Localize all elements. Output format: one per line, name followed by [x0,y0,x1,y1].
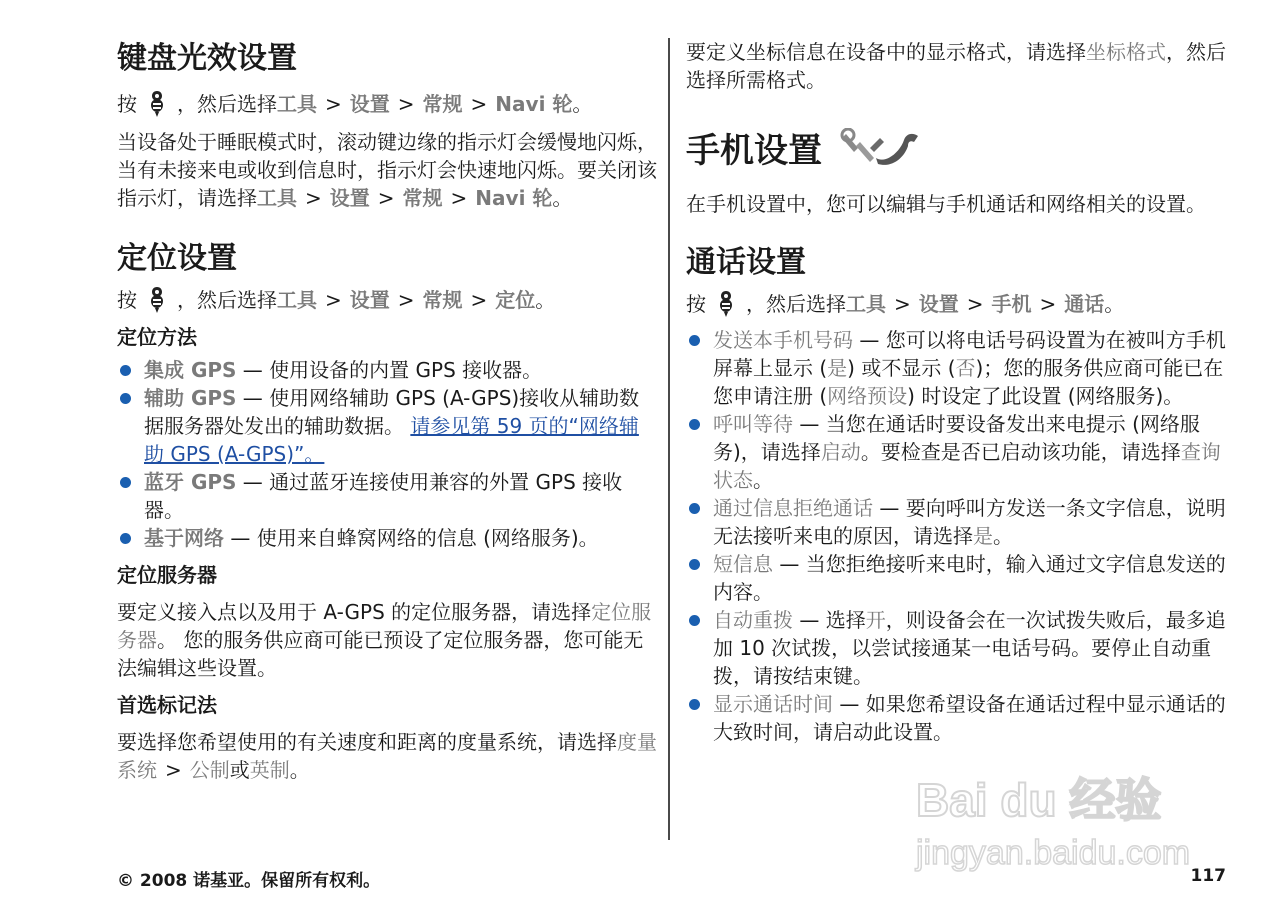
list-item: 辅助 GPS — 使用网络辅助 GPS (A-GPS)接收从辅助数据服务器处发出的辅助数据。 请参见第 59 页的“网络辅助 GPS (A-GPS)”。 [117,384,657,468]
list-item [686,550,1226,606]
path-tools: 工具 [277,92,317,116]
bullet-icon [120,365,131,376]
bullet-icon [689,559,700,570]
menu-key-icon [145,90,169,118]
menu-key-icon [714,290,738,318]
setting-term: 启动 [820,440,861,464]
setting-term: 是 [827,356,848,380]
setting-term: 自动重拨 [713,608,793,632]
section-title-call-settings: 通话设置 [686,245,806,280]
agps-reference-link[interactable]: 请参见第 59 页的“网络辅助 GPS (A-GPS)”。 [144,414,639,466]
setting-term: 发送本手机号码 [713,328,853,352]
positioning-methods-list [117,356,657,552]
setting-text: — 当您在通话时要设备发出来电提示 (网络服务)，请选择 [713,412,1200,464]
setting-text: — 要向呼叫方发送一条文字信息，说明无法接听来电的原因，请选择 [713,496,1226,548]
setting-term: 网络预设 [827,384,908,408]
list-item [686,326,1226,410]
path-general: 常规 [422,92,463,116]
path-navi: Navi 轮 [495,92,573,116]
baidu-jingyan-watermark [912,760,1212,880]
right-column [686,34,1226,746]
list-item [686,410,1226,494]
notation-text: 要选择您希望使用的有关速度和距离的度量系统，请选择度量系统 > 公制或英制。 [117,730,657,782]
list-item: 蓝牙 GPS — 通过蓝牙连接使用兼容的外置 GPS 接收器。 [117,468,657,524]
list-item: 基于网络 — 使用来自蜂窝网络的信息 (网络服务)。 [117,524,657,552]
bullet-icon [689,503,700,514]
positioning-server-text: 要定义接入点以及用于 A-GPS 的定位服务器，请选择定位服务器。 您的服务供应商可能已预设了定位服务器，您可能无法编辑这些设置。 [117,600,652,680]
path-settings: 设置 [349,92,390,116]
left-column [117,34,657,784]
column-divider [668,38,670,840]
call-settings-instruction: 按 ，然后选择工具 > 设置 > 手机 > 通话。 [686,292,1125,316]
subheading-positioning-server: 定位服务器 [117,563,217,587]
bullet-icon [120,533,131,544]
watermark-url: jingyan.baidu.com [916,834,1191,872]
list-item [686,494,1226,550]
setting-term: 通过信息拒绝通话 [713,496,873,520]
setting-term: 是 [973,524,993,548]
setting-text: 。 [993,524,1013,548]
bullet-icon [689,699,700,710]
section-title-phone-settings: 手机设置 [686,126,1226,176]
setting-term: 短信息 [713,552,773,576]
bullet-icon [120,393,131,404]
phone-wrench-icon [840,128,922,168]
bullet-icon [689,615,700,626]
setting-text: — 如果您希望设备在通话过程中显示通话的大致时间，请启动此设置。 [713,692,1226,744]
setting-text: — 当您拒绝接听来电时，输入通过文字信息发送的内容。 [713,552,1226,604]
menu-key-icon [145,286,169,314]
setting-term: 呼叫等待 [713,412,793,436]
subheading-positioning-methods: 定位方法 [117,325,197,349]
setting-term: 开 [865,608,886,632]
subheading-notation: 首选标记法 [117,693,217,717]
setting-term: 查询状态 [713,440,1221,492]
list-item [686,690,1226,746]
setting-text: ) 或不显示 ( [847,356,956,380]
copyright-footer: © 2008 诺基亚。保留所有权利。 [117,871,381,891]
bullet-icon [689,419,700,430]
section-title-positioning: 定位设置 [117,241,237,276]
bullet-icon [689,335,700,346]
setting-term: 显示通话时间 [713,692,833,716]
setting-text: ) 时设定了此设置 (网络服务)。 [907,384,1184,408]
key-light-description: 当设备处于睡眠模式时，滚动键边缘的指示灯会缓慢地闪烁，当有未接来电或收到信息时，指示灯会快速地闪烁。要关闭该指示灯，请选择工具 > 设置 > 常规 > Navi 轮。 [117,130,657,210]
setting-text: — 您可以将电话号码设置为在被叫方手机屏幕上显示 ( [713,328,1226,380]
bullet-icon [120,477,131,488]
list-item [686,606,1226,690]
setting-term: 否 [955,356,976,380]
positioning-instruction: 按 ，然后选择工具 > 设置 > 常规 > 定位。 [117,288,556,312]
setting-text: )；您的服务供应商可能已在您申请注册 ( [713,356,1224,408]
list-item: 集成 GPS — 使用设备的内置 GPS 接收器。 [117,356,657,384]
watermark-brand: Bai du 经验 [916,774,1162,826]
phone-settings-text: 在手机设置中，您可以编辑与手机通话和网络相关的设置。 [686,192,1206,216]
section-title-key-light: 键盘光效设置 [117,41,297,76]
setting-text: 。要检查是否已启动该功能，请选择 [860,440,1181,464]
setting-text: ，则设备会在一次试拨失败后，最多追加 10 次试拨，以尝试接通某一电话号码。要停止自动重拨，请按结束键。 [713,608,1226,688]
coordinate-format-text: 要定义坐标信息在设备中的显示格式，请选择坐标格式，然后选择所需格式。 [686,40,1226,92]
call-settings-list [686,326,1226,746]
setting-text: — 选择 [793,608,866,632]
key-light-instruction: 按 ，然后选择工具 > 设置 > 常规 > Navi 轮。 [117,92,593,116]
page-number: 117 [1190,866,1226,886]
setting-text: 。 [753,468,773,492]
